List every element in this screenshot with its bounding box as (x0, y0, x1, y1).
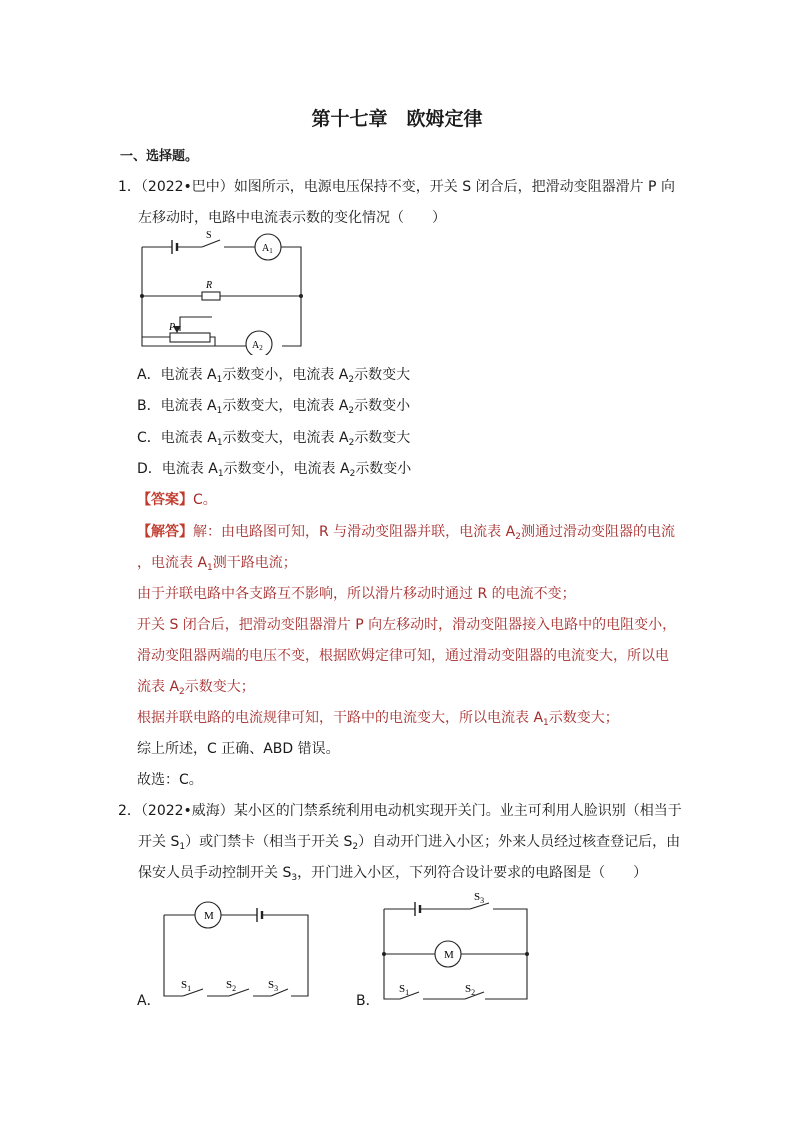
q1-explain-line-2: ，电流表 $A_1$测干路电流； (137, 555, 297, 573)
q1-explain-line-3: 由于并联电路中各支路互不影响，所以滑片移动时通过 R 的电流不变； (137, 586, 576, 602)
q2-line-3: 保安人员手动控制开关 $S_3$，开门进入小区，下列符合设计要求的电路图是（ ） (138, 865, 648, 883)
q2a-motor-label: M (204, 910, 214, 922)
q2-circuit-a (155, 895, 315, 1005)
q1-option-d[interactable]: D．电流表 $A_1$示数变小，电流表 $A_2$示数变小 (137, 461, 412, 479)
q2b-motor-label: M (444, 949, 454, 961)
q1-resistor-label: R (206, 280, 213, 291)
q1-switch-label: S (206, 230, 212, 241)
q1-explain-line-5: 滑动变阻器两端的电压不变，根据欧姆定律可知，通过滑动变阻器的电流变大，所以电 (137, 648, 669, 664)
q1-answer: 【答案】C。 (137, 492, 217, 508)
q1-explain-line-6: 流表 $A_2$示数变大； (137, 679, 255, 697)
q1-explain-line-4: 开关 S 闭合后，把滑动变阻器滑片 P 向左移动时，滑动变阻器接入电路中的电阻变小， (137, 617, 677, 633)
q1-line-2: 左移动时，电路中电流表示数的变化情况（ ） (138, 210, 446, 226)
q1-option-a[interactable]: A．电流表 $A_1$示数变小，电流表 $A_2$示数变大 (137, 367, 411, 385)
q1-explain-line-8: 综上所述，C 正确、ABD 错误。 (137, 741, 340, 757)
q1-a2-label: $A_2$ (252, 340, 263, 352)
q2-option-a-label[interactable]: A． (137, 993, 161, 1009)
q1-option-b[interactable]: B．电流表 $A_1$示数变大，电流表 $A_2$示数变小 (137, 398, 411, 416)
q1-explain-line-7: 根据并联电路的电流规律可知，干路中的电流变大，所以电流表 $A_1$示数变大； (137, 710, 619, 728)
q2-circuit-b (375, 885, 540, 1005)
q2-line-1: 2．（2022•威海）某小区的门禁系统利用电动机实现开关门。业主可利用人脸识别（相当于 (118, 803, 682, 819)
q1-slider-label: P (169, 322, 176, 333)
q2b-s1-label: $S_1$ (399, 983, 410, 997)
q2a-s3-label: $S_3$ (268, 979, 279, 993)
q1-a1-label: $A_1$ (262, 243, 273, 255)
q2b-s3-label: $S_3$ (474, 891, 485, 905)
q2-option-b-label[interactable]: B． (356, 993, 380, 1009)
section-heading: 一、选择题。 (120, 149, 199, 164)
q2a-s1-label: $S_1$ (181, 979, 192, 993)
q1-explain-line-1: 【解答】解：由电路图可知，R 与滑动变阻器并联，电流表 $A_2$测通过滑动变阻器的电流 (137, 524, 675, 542)
page-title: 第十七章 欧姆定律 (311, 108, 483, 130)
q1-option-c[interactable]: C．电流表 $A_1$示数变大，电流表 $A_2$示数变大 (137, 430, 411, 448)
q1-explain-line-9: 故选：C。 (137, 772, 203, 788)
q2-line-2: 开关 $S_1$）或门禁卡（相当于开关 $S_2$）自动开门进入小区；外来人员经过核查登记后，由 (138, 834, 681, 852)
q2b-s2-label: $S_2$ (465, 983, 476, 997)
q2a-s2-label: $S_2$ (226, 979, 237, 993)
q1-line-1: 1．（2022•巴中）如图所示，电源电压保持不变，开关 S 闭合后，把滑动变阻器滑片 P 向 (118, 179, 675, 195)
q1-circuit-diagram (130, 225, 320, 355)
